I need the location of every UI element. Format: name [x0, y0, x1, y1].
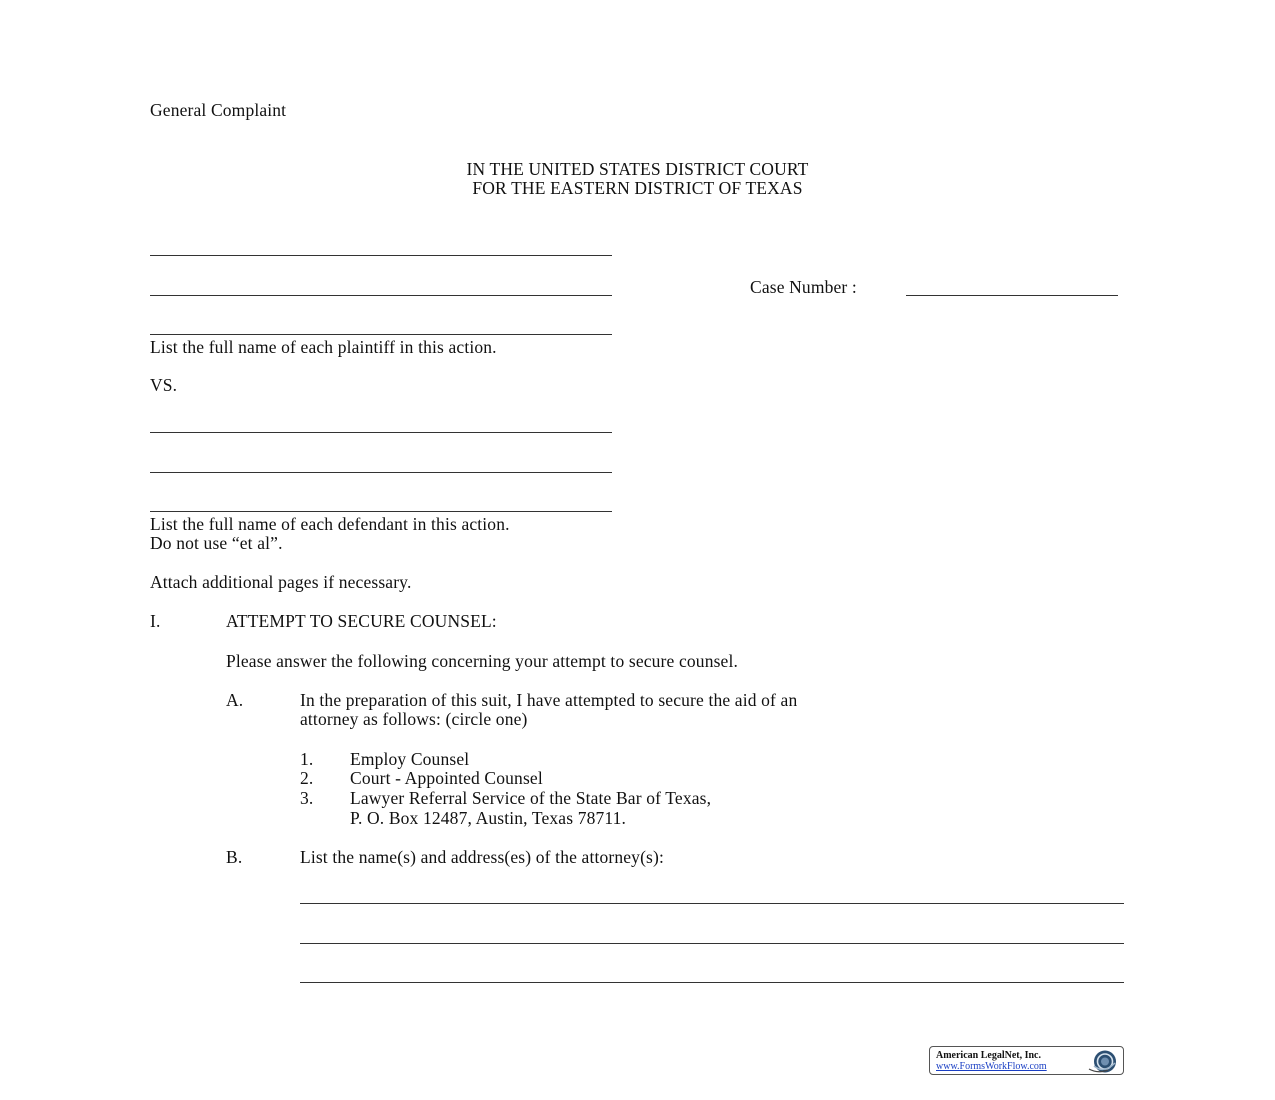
- item-a-letter: A.: [226, 690, 244, 710]
- footer-badge: [929, 1046, 1124, 1075]
- case-number-label: Case Number :: [750, 277, 857, 297]
- attorney-line-1[interactable]: [300, 903, 1124, 904]
- item-b-letter: B.: [226, 847, 243, 867]
- defendant-caption-1: List the full name of each defendant in this action.: [150, 514, 510, 534]
- plaintiff-name-line-1[interactable]: [150, 255, 612, 256]
- item-a-line-2: attorney as follows: (circle one): [300, 709, 528, 729]
- plaintiff-name-line-3[interactable]: [150, 334, 612, 335]
- doc-label: General Complaint: [150, 100, 287, 120]
- court-line-1: IN THE UNITED STATES DISTRICT COURT: [466, 159, 809, 179]
- case-number-line[interactable]: [906, 295, 1118, 296]
- defendant-caption-2: Do not use “et al”.: [150, 533, 283, 553]
- option-lawyer-referral-service[interactable]: Lawyer Referral Service of the State Bar of Texas,: [350, 788, 712, 808]
- defendant-name-line-3[interactable]: [150, 511, 612, 512]
- defendant-name-line-1[interactable]: [150, 432, 612, 433]
- attorney-line-3[interactable]: [300, 982, 1124, 983]
- option-2-number: 2.: [300, 768, 314, 788]
- section-title: ATTEMPT TO SECURE COUNSEL:: [226, 611, 497, 631]
- plaintiff-caption: List the full name of each plaintiff in this action.: [150, 337, 497, 357]
- versus-label: VS.: [150, 375, 178, 395]
- footer-company-name: American LegalNet, Inc.: [936, 1050, 1041, 1061]
- section-intro: Please answer the following concerning your attempt to secure counsel.: [226, 651, 739, 671]
- option-1-number: 1.: [300, 749, 314, 769]
- option-employ-counsel[interactable]: Employ Counsel: [350, 749, 470, 769]
- attach-note: Attach additional pages if necessary.: [150, 572, 412, 592]
- option-3-address: P. O. Box 12487, Austin, Texas 78711.: [350, 808, 627, 828]
- attorney-line-2[interactable]: [300, 943, 1124, 944]
- option-court-appointed-counsel[interactable]: Court - Appointed Counsel: [350, 768, 543, 788]
- section-number: I.: [150, 611, 161, 631]
- item-b-text: List the name(s) and address(es) of the attorney(s):: [300, 847, 664, 867]
- option-3-number: 3.: [300, 788, 314, 808]
- court-line-2: FOR THE EASTERN DISTRICT OF TEXAS: [472, 178, 803, 198]
- defendant-name-line-2[interactable]: [150, 472, 612, 473]
- globe-logo-icon: [1086, 1049, 1120, 1074]
- plaintiff-name-line-2[interactable]: [150, 295, 612, 296]
- footer-url-link[interactable]: www.FormsWorkFlow.com: [936, 1061, 1047, 1072]
- item-a-line-1: In the preparation of this suit, I have attempted to secure the aid of an: [300, 690, 798, 710]
